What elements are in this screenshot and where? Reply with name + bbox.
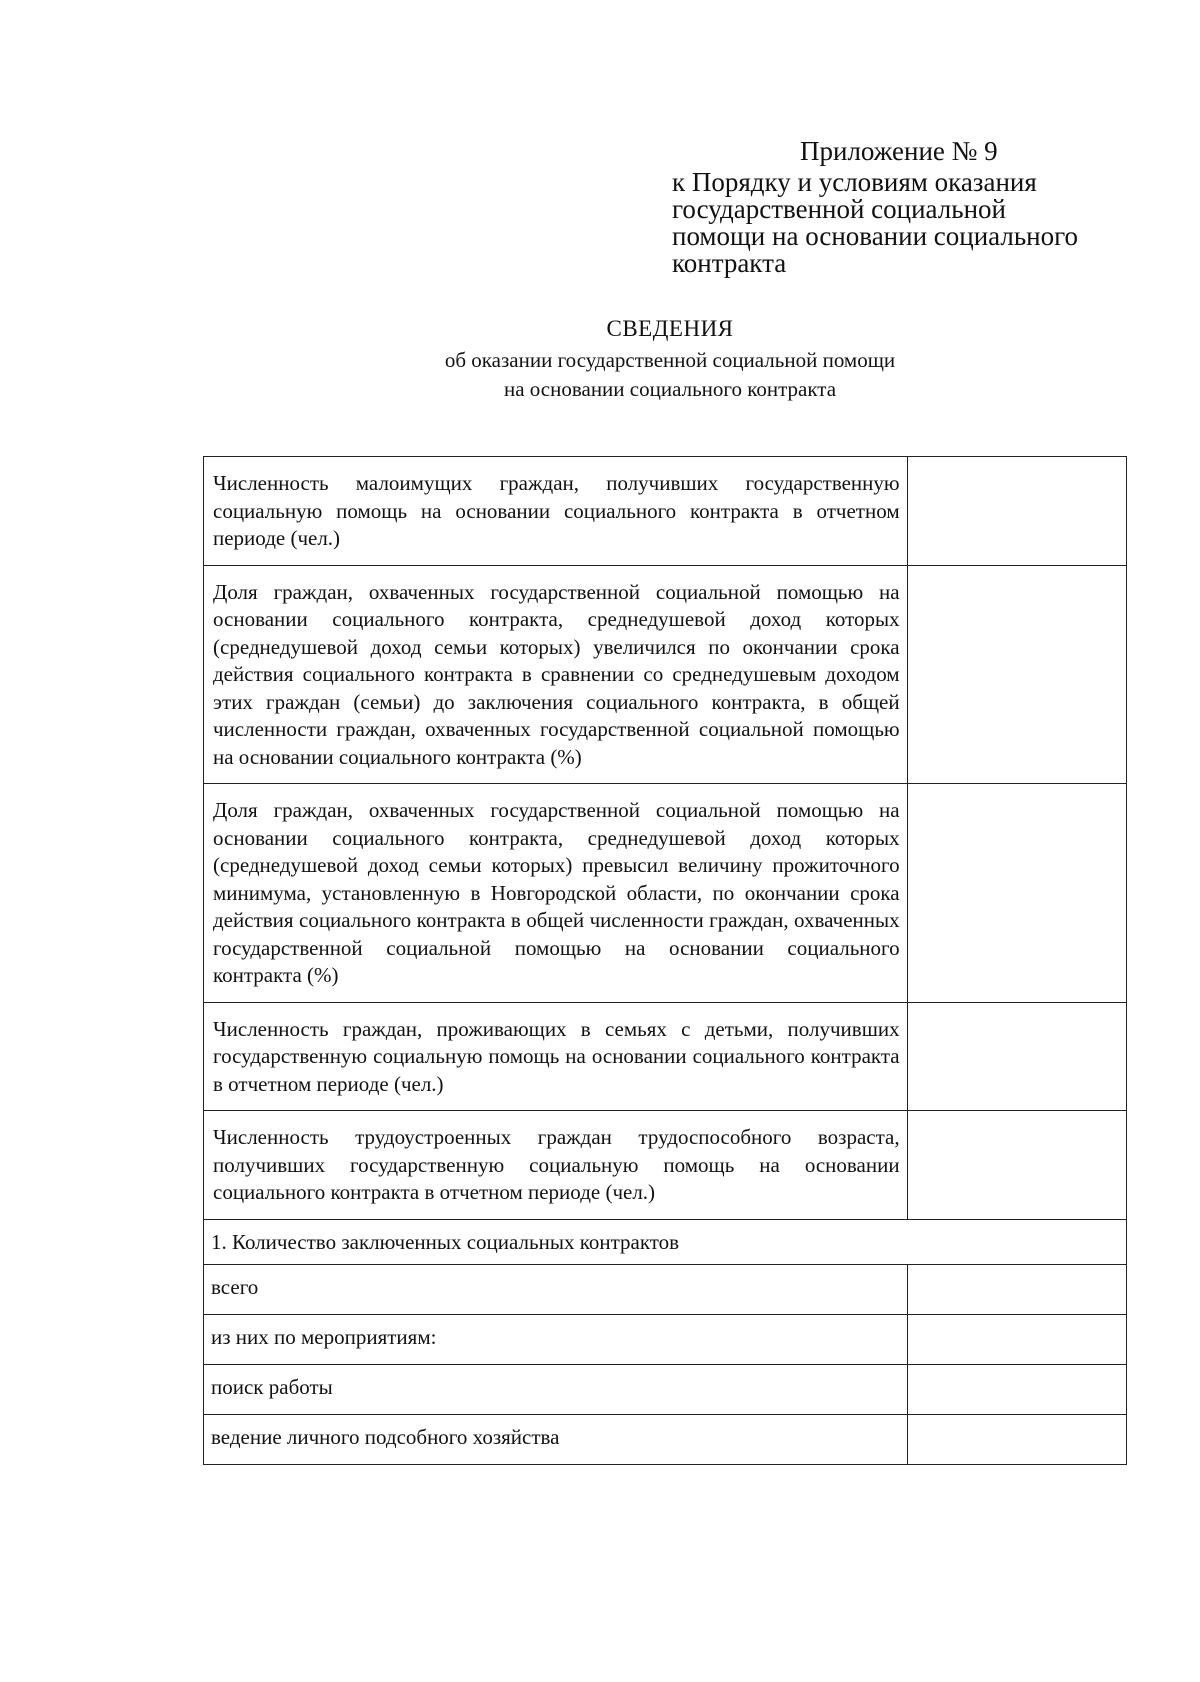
table-row xyxy=(204,1002,1127,1111)
table-row xyxy=(204,457,1127,566)
indicator-value xyxy=(907,457,1126,566)
table-row xyxy=(204,1415,1127,1465)
subtitle-line: об оказании государственной социальной помощи xyxy=(444,348,896,372)
section-header-row xyxy=(204,1219,1127,1265)
contract-value xyxy=(907,1415,1126,1465)
appendix-reference-line: контракта xyxy=(672,248,787,278)
indicator-label: Доля граждан, охваченных государственной социальной помощью на основании социального контракта, среднедушевой доход которых (среднедушевой доход семьи которых) увеличился по окончании срока действия социального контракта в сравнении со среднедушевым доходом этих граждан (семьи) до заключения социального контракта, в общей численности граждан, охваченных государственной социальной помощью на основании социального контракта (%) xyxy=(204,565,908,784)
indicator-value xyxy=(907,565,1126,784)
table-row xyxy=(204,565,1127,784)
document-subtitle xyxy=(0,346,1200,404)
contract-label: всего xyxy=(204,1265,908,1315)
table-row xyxy=(204,1111,1127,1220)
contract-value xyxy=(907,1265,1126,1315)
indicator-value xyxy=(907,784,1126,1003)
subtitle-line: на основании социального контракта xyxy=(503,377,837,401)
table-row xyxy=(204,1265,1127,1315)
contract-value xyxy=(907,1315,1126,1365)
appendix-block xyxy=(672,138,1132,277)
contract-label: из них по мероприятиям: xyxy=(204,1315,908,1365)
indicator-label: Доля граждан, охваченных государственной социальной помощью на основании социального контракта, среднедушевой доход которых (среднедушевой доход семьи которых) превысил величину прожиточного минимума, установленную в Новгородской области, по окончании срока действия социального контракта в общей численности граждан, охваченных государственной социальной помощью на основании социального контракта (%) xyxy=(204,784,908,1003)
indicator-label: Численность граждан, проживающих в семьях с детьми, получивших государственную социальную помощь на основании социального контракта в отчетном периоде (чел.) xyxy=(204,1002,908,1111)
appendix-number: Приложение № 9 xyxy=(800,136,998,166)
table-row xyxy=(204,784,1127,1003)
appendix-reference-line: государственной социальной xyxy=(672,194,1006,224)
section-header: 1. Количество заключенных социальных контрактов xyxy=(204,1219,1127,1265)
indicator-value xyxy=(907,1002,1126,1111)
contract-label: ведение личного подсобного хозяйства xyxy=(204,1415,908,1465)
contract-label: поиск работы xyxy=(204,1365,908,1415)
indicator-label: Численность малоимущих граждан, получивших государственную социальную помощь на основании социального контракта в отчетном периоде (чел.) xyxy=(204,457,908,566)
document-heading xyxy=(0,314,1200,404)
table-row xyxy=(204,1315,1127,1365)
contract-value xyxy=(907,1365,1126,1415)
indicator-label: Численность трудоустроенных граждан трудоспособного возраста, получивших государственную социальную помощь на основании социального контракта в отчетном периоде (чел.) xyxy=(204,1111,908,1220)
appendix-reference xyxy=(672,169,1132,277)
report-table xyxy=(203,456,1127,1465)
table-row xyxy=(204,1365,1127,1415)
indicator-value xyxy=(907,1111,1126,1220)
appendix-reference-line: к Порядку и условиям оказания xyxy=(672,167,1037,197)
document-title: СВЕДЕНИЯ xyxy=(606,316,734,341)
appendix-reference-line: помощи на основании социального xyxy=(672,221,1079,251)
